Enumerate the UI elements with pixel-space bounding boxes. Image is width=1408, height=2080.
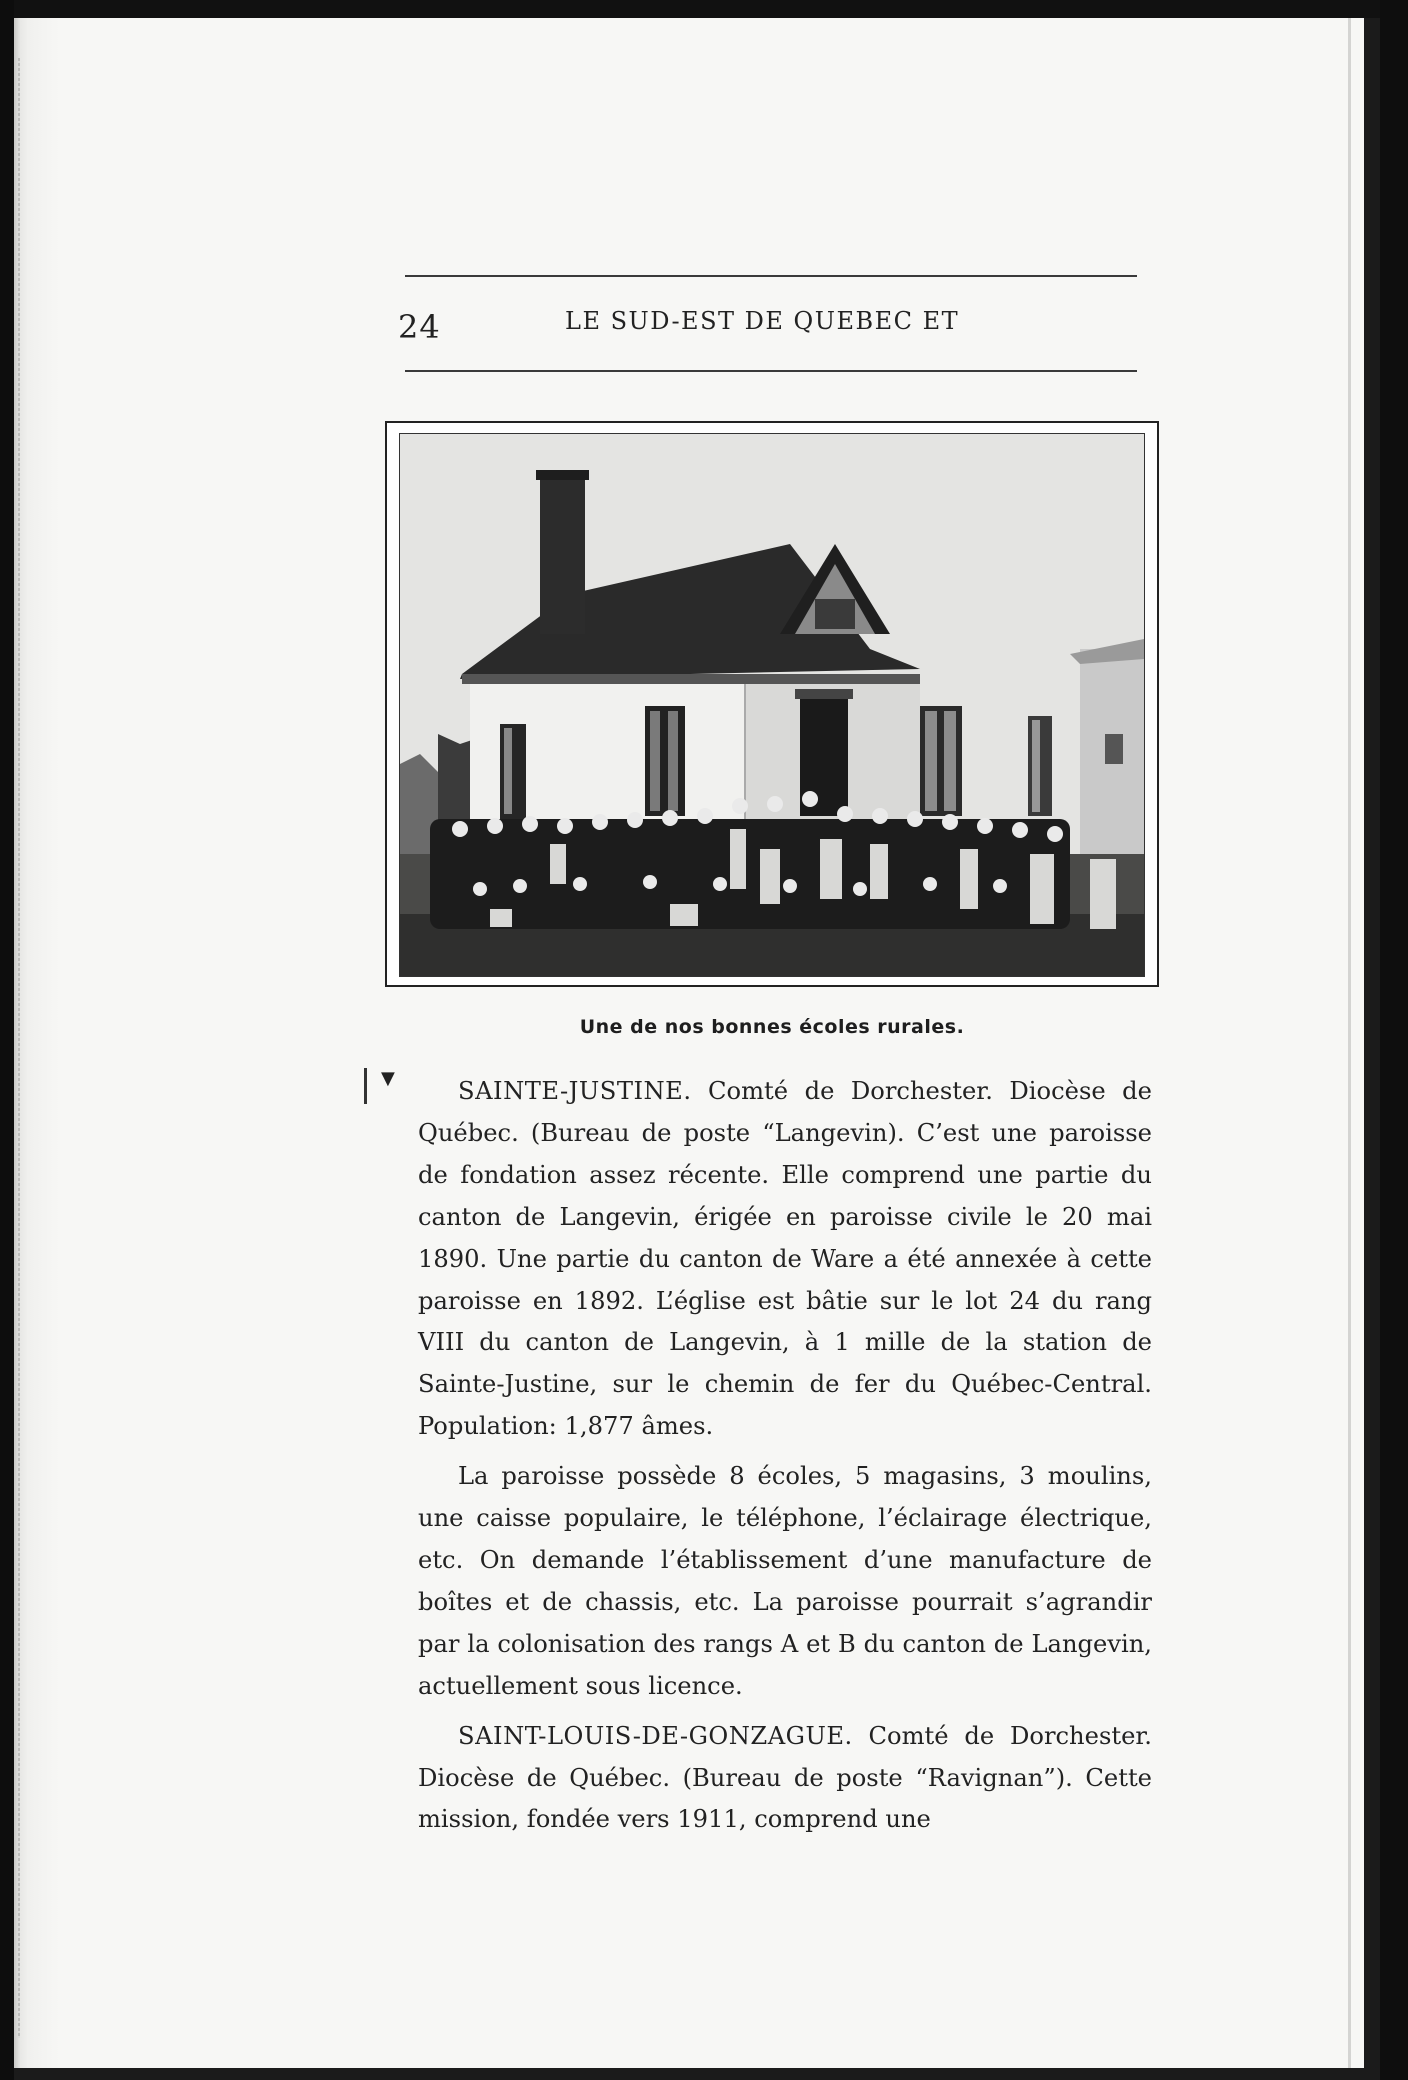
scan-top-border (0, 0, 1408, 18)
header-rule-top (405, 275, 1137, 277)
scan-left-border (0, 0, 14, 2080)
paragraph-text: Comté de Dorchester. Diocèse de Québec. (Bureau de poste “Ravignan”). Cette mission, fondée vers 1911, comprend une (418, 1721, 1152, 1834)
running-title: LE SUD-EST DE QUEBEC ET (565, 307, 960, 335)
margin-bracket-mark (364, 1068, 367, 1104)
entry-heading: SAINTE-JUSTINE. (458, 1077, 692, 1105)
school-photograph (399, 433, 1145, 977)
margin-pointer-mark: ▼ (381, 1068, 395, 1089)
page-gutter-edge (14, 18, 60, 2068)
page-number: 24 (398, 308, 441, 346)
entry-heading: SAINT-LOUIS-DE-GONZAGUE. (458, 1721, 853, 1750)
school-photograph-image (400, 434, 1144, 976)
paragraph-text: La paroisse possède 8 écoles, 5 magasins, 3 moulins, une caisse populaire, le téléphone, l’éclairage électrique, etc. On demande l’établissement d’une manufacture de boîtes et de chassis, etc. La paroisse pourrait s’agrandir par la colonisation des rangs A et B du canton de Langevin, actuellement sous licence. (418, 1462, 1152, 1700)
photo-caption: Une de nos bonnes écoles rurales. (579, 1016, 965, 1038)
paragraph-text: Comté de Dorchester. Diocèse de Québec. (Bureau de poste “Langevin). C’est une paroisse de fondation assez récente. Elle comprend une partie du canton de Langevin, érigée en paroisse civile le 20 mai 1890. Une partie du canton de Ware a été annexée à cette paroisse en 1892. L’église est bâtie sur le lot 24 du rang VIII du canton de Langevin, à 1 mille de la station de Sainte-Justine, sur le chemin de fer du Québec-Central. Population: 1,877 âmes. (418, 1077, 1152, 1441)
paragraph-sainte-justine-continued (418, 1456, 1152, 1707)
page-right-edge (1348, 18, 1351, 2068)
paragraph-saint-louis-de-gonzague (418, 1716, 1152, 1842)
scan-right-border (1380, 0, 1408, 2080)
paragraph-sainte-justine (418, 1071, 1152, 1448)
header-rule-bottom (405, 370, 1137, 372)
body-text (418, 1071, 1152, 1841)
school-photograph-frame (385, 421, 1159, 987)
